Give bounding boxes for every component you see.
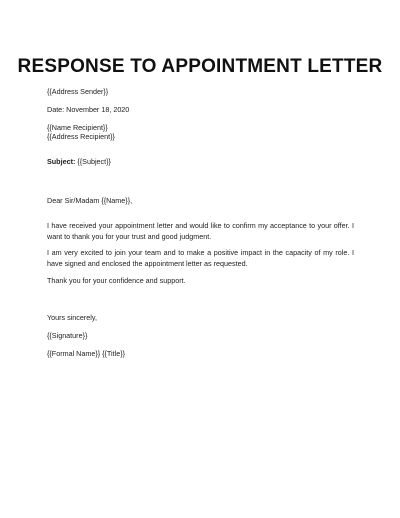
body-paragraph-3: Thank you for your confidence and support.	[47, 276, 186, 285]
body-paragraph-1: I have received your appointment letter and would like to confirm my acceptance to your offer. I want to thank you for your trust and good judgment.	[47, 221, 354, 241]
address-recipient: {{Address Recipient}}	[47, 132, 115, 141]
document-title: RESPONSE TO APPOINTMENT LETTER	[17, 56, 383, 77]
formal-name-title: {{Formal Name}} {{Title}}	[47, 349, 126, 358]
salutation: Dear Sir/Madam {{Name}},	[47, 196, 133, 205]
body-paragraph-2: I am very excited to join your team and to make a positive impact in the capacity of my role. I have signed and enclosed the appointment letter as requested.	[47, 248, 354, 268]
signature: {{Signature}}	[47, 331, 88, 340]
address-sender: {{Address Sender}}	[47, 87, 109, 96]
subject-line	[47, 157, 111, 167]
subject-value: {{Subject}}	[75, 157, 111, 166]
name-recipient: {{Name Recipient}}	[47, 123, 108, 132]
closing: Yours sincerely,	[47, 313, 97, 322]
subject-label: Subject:	[47, 157, 76, 166]
letter-date: Date: November 18, 2020	[47, 105, 130, 114]
